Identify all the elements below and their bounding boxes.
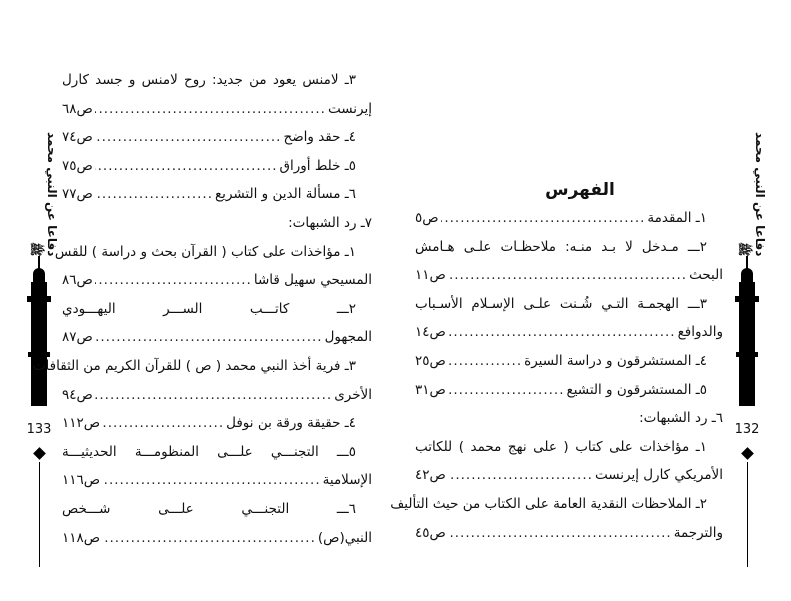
dot-leader (95, 266, 252, 295)
toc-entry (62, 152, 372, 181)
entry-title: ٥ـــ التجنـــي علـــى المنظومـــة الحديثيـــة (62, 443, 356, 460)
dot-leader (95, 152, 278, 181)
entry-title: الأخرى (334, 386, 372, 403)
dot-leader (95, 381, 332, 410)
entry-title: البحث (689, 267, 723, 284)
toc-entry (62, 323, 372, 352)
toc-entry (62, 524, 372, 553)
entry-title: المسيحي سهيل قاشا (253, 272, 372, 289)
running-title: دفاعا عن النبي محمد ﷺ (737, 131, 767, 256)
entry-title: ١ـ مؤاخذات على كتاب ( على نهج محمد ) للكاتب (415, 438, 707, 455)
toc-entry (54, 238, 372, 267)
dot-leader (441, 204, 646, 233)
toc-entry (415, 404, 723, 433)
toc-entry (415, 347, 723, 376)
entry-title: ٥ـ المستشرقون و التشيع (566, 381, 707, 398)
entry-title: ٢ـ الملاحظات النقدية العامة على الكتاب من حيث التأليف (390, 495, 707, 512)
toc-entry (415, 376, 723, 405)
toc-entry (62, 95, 372, 124)
entry-title: ٥ـ خلط أوراق (279, 157, 356, 174)
page-title: الفهرس (545, 180, 615, 200)
entry-title: إيرنست (327, 100, 372, 117)
minaret-icon (730, 256, 764, 416)
entry-page: ص١٤ (415, 324, 446, 341)
toc-entry (415, 519, 723, 548)
page-number: 133 (26, 422, 52, 437)
entry-title: ١ـ المقدمة (647, 210, 707, 226)
entry-title: ٢ـــ كاتـــب الســـر اليهـــودي (62, 300, 356, 317)
entry-title: النبي(ص) (317, 529, 372, 546)
toc-entry (62, 123, 372, 152)
entry-page: ص٨٦ (62, 272, 93, 289)
margin-ornament (22, 116, 59, 567)
dot-leader (95, 180, 213, 209)
toc-entry (62, 438, 372, 467)
entry-title: ٣ـــ الهجمـة التـي شُـنت علـى الإسـلام الأسـباب (415, 295, 707, 312)
toc-entry (62, 209, 372, 238)
dot-leader (448, 261, 687, 290)
toc-entry (62, 295, 372, 324)
toc-entry (415, 261, 723, 290)
entry-title: ٤ـ حقد واضح (283, 129, 356, 146)
toc-entry (415, 233, 723, 262)
entry-title: ٦ـ رد الشبهات: (639, 410, 723, 427)
dot-leader (102, 409, 224, 438)
minaret-icon (22, 256, 56, 416)
entry-title: والدوافع (677, 324, 723, 341)
entry-title: المجهول (324, 329, 372, 346)
toc-entry (62, 66, 372, 95)
entry-title: ٢ـــ مـدخل لا بـد منـه: ملاحظـات علـى هـامش (415, 238, 707, 255)
entry-page: ص٩٤ (62, 386, 93, 403)
running-title: دفاعا عن النبي محمد ﷺ (29, 131, 59, 256)
toc-entry (415, 461, 723, 490)
toc-entry (32, 352, 372, 381)
dot-leader (95, 323, 323, 352)
right-page (390, 0, 791, 601)
entry-page: ص٧٥ (62, 157, 93, 174)
entry-title: ٣ـ لامنس يعود من جديد: روح لامنس و جسد كارل (62, 72, 356, 88)
margin-rule (747, 462, 748, 567)
entry-page: ص٤٥ (415, 524, 446, 541)
page-number: 132 (734, 422, 760, 437)
entry-page: ص١١٨ (62, 529, 101, 546)
toc-entry (415, 433, 723, 462)
dot-leader (448, 461, 593, 490)
toc-entry (390, 490, 723, 519)
toc-entry (62, 180, 372, 209)
entry-title: ٣ـ فرية أخذ النبي محمد ( ص ) للقرآن الكريم من الثقافات (32, 357, 356, 374)
dot-leader (448, 318, 676, 347)
toc-entry (415, 204, 723, 233)
toc-entry (62, 381, 372, 410)
entry-page: ص٣١ (415, 381, 446, 398)
diamond-icon (33, 447, 46, 460)
dot-leader (448, 376, 565, 405)
toc-entry (62, 466, 372, 495)
toc-entry (62, 495, 372, 524)
entry-page: ص٥ (415, 210, 439, 226)
dot-leader (102, 466, 321, 495)
entry-title: الأمريكي كارل إيرنست (594, 467, 723, 484)
entry-page: ص٢٥ (415, 352, 446, 369)
toc-entry (415, 318, 723, 347)
dot-leader (102, 524, 316, 553)
toc-entry (62, 409, 372, 438)
entry-title: ٤ـ حقيقة ورقة بن نوفل (226, 415, 356, 432)
entry-title: ٦ـــ التجنـــي علـــى شـــخص (62, 500, 356, 517)
dot-leader (95, 123, 282, 152)
entry-page: ص٧٧ (62, 186, 93, 203)
entry-title: ٦ـ مسألة الدين و التشريع (215, 186, 356, 203)
entry-page: ص٦٨ (62, 100, 93, 117)
entry-page: ص٤٢ (415, 467, 446, 484)
entry-title: ٧ـ رد الشبهات: (288, 214, 372, 231)
entry-title: ٤ـ المستشرقون و دراسة السيرة (524, 352, 707, 369)
left-page (0, 0, 395, 601)
entry-title: والترجمة (673, 524, 723, 541)
entry-page: ص٨٧ (62, 329, 93, 346)
dot-leader (448, 519, 672, 548)
entry-page: ص١١٢ (62, 415, 101, 432)
diamond-icon (741, 447, 754, 460)
margin-ornament (730, 116, 767, 567)
entry-title: الإسلامية (322, 472, 372, 489)
entry-page: ص١١ (415, 267, 446, 284)
toc-entry (415, 290, 723, 319)
dot-leader (448, 347, 522, 376)
entry-page: ص٧٤ (62, 129, 93, 146)
toc-entry (62, 266, 372, 295)
margin-rule (39, 462, 40, 567)
entry-page: ص١١٦ (62, 472, 101, 489)
toc-list (390, 204, 723, 547)
dot-leader (95, 95, 326, 124)
entry-title: ١ـ مؤاخذات على كتاب ( القرآن بحث و دراسة ) للقس (54, 243, 356, 260)
